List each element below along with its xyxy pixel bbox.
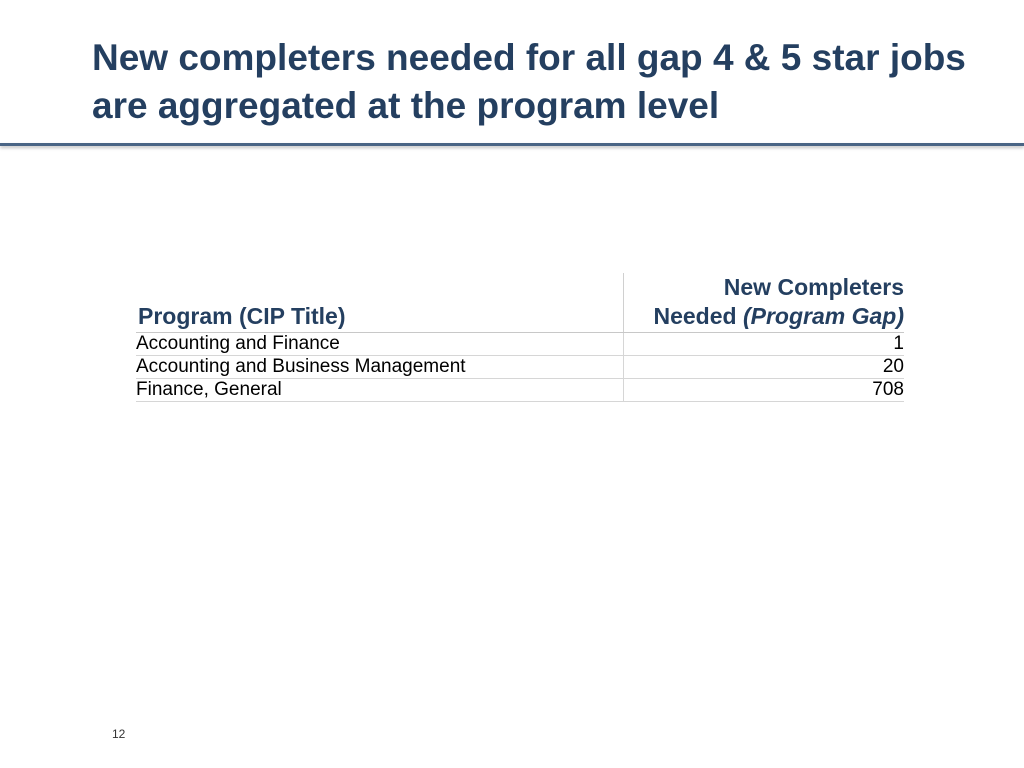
program-cell: Finance, General [136,379,624,402]
gap-cell: 20 [624,356,905,379]
column-header-gap-line1: New Completers [723,274,904,300]
table-row [136,356,904,379]
page-number: 12 [112,727,126,741]
table-header-row [136,273,904,333]
program-gap-table [136,273,904,402]
slide-title: New completers needed for all gap 4 & 5 star jobs are aggregated at the program level [92,37,966,126]
gap-cell: 1 [624,333,905,356]
table-row [136,379,904,402]
column-header-program-gap [624,273,905,333]
program-cell: Accounting and Business Management [136,356,624,379]
column-header-gap-line2: Needed [653,303,743,329]
column-header-program: Program (CIP Title) [136,273,624,333]
column-header-gap-italic: (Program Gap) [742,303,904,329]
program-cell: Accounting and Finance [136,333,624,356]
table-row [136,333,904,356]
title-divider [0,143,1024,146]
gap-cell: 708 [624,379,905,402]
